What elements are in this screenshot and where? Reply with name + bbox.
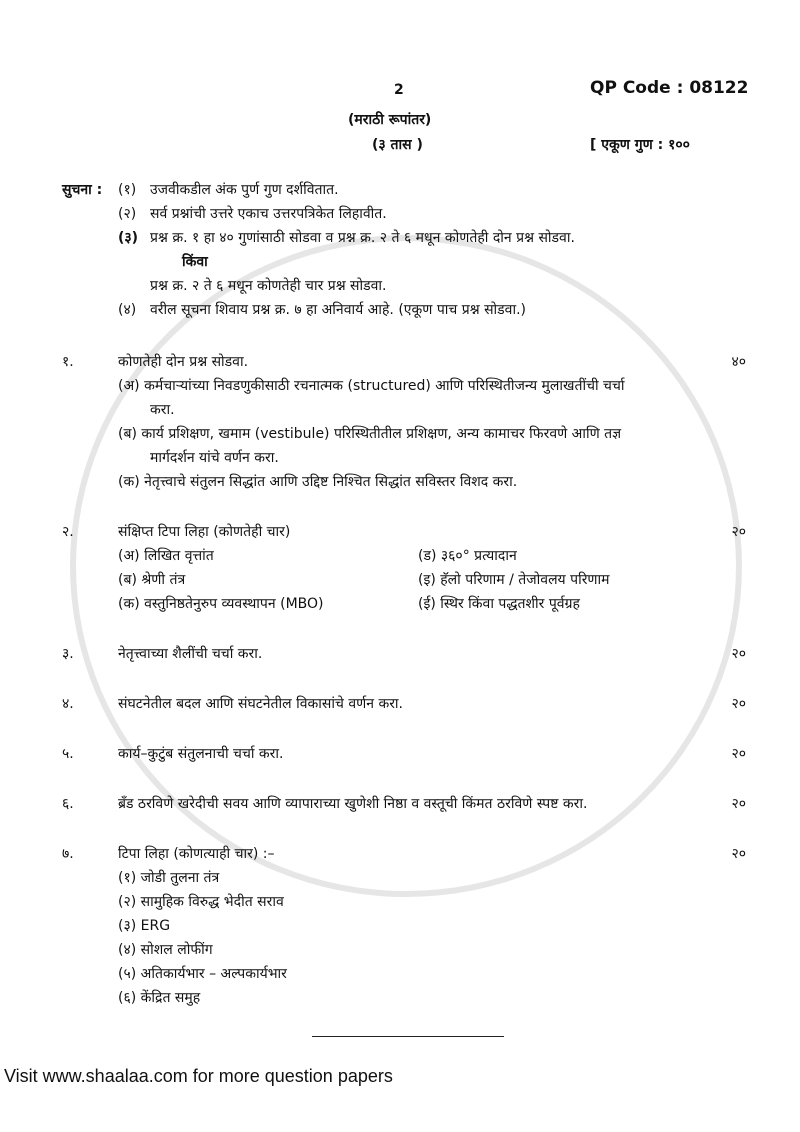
page-number: 2 [394,82,404,98]
sub-questions [118,374,702,494]
instruction-num: (३) [118,230,139,246]
question-marks: २० [731,846,746,862]
question-marks: २० [731,796,746,812]
sub-question: (१) जोडी तुलना तंत्र [118,870,220,886]
instruction-text: उजवीकडील अंक पुर्ण गुण दर्शवितात. [150,182,339,198]
sub-question: (ड) ३६०° प्रत्यादान [418,548,517,564]
question-text: ब्रँड ठरविणे खरेदीची सवय आणि व्यापाराच्या खुणेशी निष्ठा व वस्तूची किंमत ठरविणे स्पष्ट करा. [118,796,588,812]
question-4 [62,692,746,716]
instruction-text: प्रश्न क्र. १ हा ४० गुणांसाठी सोडवा व प्रश्न क्र. २ ते ६ मधून कोणतेही दोन प्रश्न सोडवा. [150,230,575,246]
question-text: टिपा लिहा (कोणत्याही चार) :– [118,846,275,862]
sub-question: (इ) हॅलो परिणाम / तेजोवलय परिणाम [418,572,610,588]
instructions [62,178,746,322]
question-text: संक्षिप्त टिपा लिहा (कोणतेही चार) [118,524,291,540]
qp-code: QP Code : 08122 [590,78,749,98]
question-number: १. [62,354,74,370]
sub-question: (३) ERG [118,918,171,934]
sub-question-cont: करा. [150,402,175,418]
question-7 [62,842,746,1010]
question-marks: ४० [731,354,746,370]
sub-questions [118,544,702,616]
question-number: ६. [62,796,74,812]
sub-question: (४) सोशल लोफींग [118,942,213,958]
sub-question-cont: मार्गदर्शन यांचे वर्णन करा. [150,450,279,466]
duration: (३ तास ) [372,137,423,153]
subtitle: (मराठी रूपांतर) [348,112,432,128]
sub-question: (अ) लिखित वृत्तांत [118,548,214,564]
question-marks: २० [731,746,746,762]
question-marks: २० [731,646,746,662]
instruction-or: किंवा [182,254,208,270]
sub-question: (अ) कर्मचाऱ्यांच्या निवडणुकीसाठी रचनात्मक (structured) आणि परिस्थितीजन्य मुलाखतींची चर्चा [118,378,625,394]
sub-question: (६) केंद्रित समुह [118,990,201,1006]
question-6 [62,792,746,816]
exam-body [62,178,746,1037]
question-text: कोणतेही दोन प्रश्न सोडवा. [118,354,249,370]
sub-questions [118,866,702,1010]
question-marks: २० [731,524,746,540]
question-1 [62,350,746,494]
instruction-num: (१) [118,182,137,198]
sub-question: (ई) स्थिर किंवा पद्धतशीर पूर्वग्रह [418,596,580,612]
sub-question: (ब) श्रेणी तंत्र [118,572,186,588]
total-marks: [ एकूण गुण : १०० [590,137,690,153]
instruction-text: प्रश्न क्र. २ ते ६ मधून कोणतेही चार प्रश्न सोडवा. [150,278,387,294]
question-number: २. [62,524,74,540]
sub-question: (क) नेतृत्त्वाचे संतुलन सिद्धांत आणि उद्दिष्ट निश्चित सिद्धांत सविस्तर विशद करा. [118,474,518,490]
question-5 [62,742,746,766]
instruction-num: (२) [118,206,137,222]
question-text: संघटनेतील बदल आणि संघटनेतील विकासांचे वर्णन करा. [118,696,403,712]
question-number: ५. [62,746,74,762]
instruction-text: सर्व प्रश्नांची उत्तरे एकाच उत्तरपत्रिकेत लिहावीत. [150,206,387,222]
question-2 [62,520,746,616]
sub-question: (५) अतिकार्यभार – अल्पकार्यभार [118,966,287,982]
footer-link[interactable]: Visit www.shaalaa.com for more question papers [4,1066,393,1086]
sub-question: (ब) कार्य प्रशिक्षण, खमाम (vestibule) परिस्थितीतील प्रशिक्षण, अन्य कामाचर फिरवणे आणि तज्ञ [118,426,622,442]
question-number: ३. [62,646,74,662]
question-3 [62,642,746,666]
end-divider [312,1036,504,1037]
instruction-text: वरील सूचना शिवाय प्रश्न क्र. ७ हा अनिवार्य आहे. (एकूण पाच प्रश्न सोडवा.) [150,302,526,318]
instruction-num: (४) [118,302,137,318]
question-text: नेतृत्त्वाच्या शैलींची चर्चा करा. [118,646,263,662]
sub-question: (२) सामुहिक विरुद्ध भेदीत सराव [118,894,284,910]
sub-question: (क) वस्तुनिष्ठतेनुरुप व्यवस्थापन (MBO) [118,596,324,612]
instructions-label: सुचना : [62,182,103,198]
question-number: ७. [62,846,74,862]
question-number: ४. [62,696,74,712]
question-text: कार्य–कुटुंब संतुलनाची चर्चा करा. [118,746,284,762]
question-marks: २० [731,696,746,712]
